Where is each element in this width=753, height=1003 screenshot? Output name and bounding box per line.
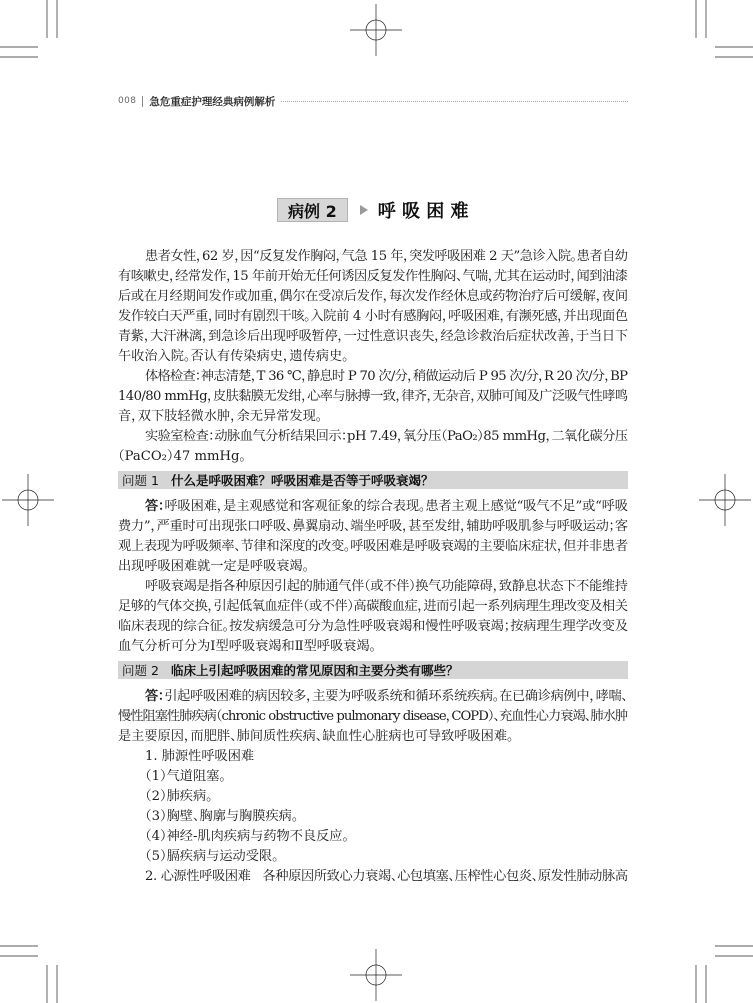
text-line: 后或在月经期间发作或加重，偶尔在受凉后发作，每次发作经休息或药物治疗后可缓解，夜间: [118, 289, 628, 304]
answer-2: [118, 687, 628, 747]
registration-mark-right: [699, 474, 751, 526]
text-line: 音，双下肢轻微水肿，余无异常发现。: [118, 409, 323, 424]
header-divider: [142, 96, 143, 107]
text-line: [118, 497, 628, 517]
text-line: 观上表现为呼吸频率、节律和深度的改变。呼吸困难是呼吸衰竭的主要临床症状，但并非患者: [118, 539, 628, 554]
case-heading: [277, 197, 469, 223]
text-line: 午收治入院。否认有传染病史，遗传病史。: [118, 349, 349, 364]
case-label: 病例 2: [277, 198, 348, 222]
text-line: 是主要原因，而肥胖、肺间质性疾病、缺血性心脏病也可导致呼吸困难。: [118, 729, 514, 744]
body-text: [118, 247, 628, 887]
list-text: 各种原因所致心力衰竭、心包填塞、压榨性心包炎、原发性肺动脉高: [262, 869, 628, 884]
text-line: 慢性阻塞性肺疾病（chronic obstructive pulmonary disease，COPD）、充血性心力衰竭、肺水肿: [118, 709, 628, 724]
crop-mark-bottom-right: [696, 946, 753, 1003]
list-heading: 2. 心源性呼吸困难: [145, 869, 251, 884]
registration-mark-left: [2, 474, 54, 526]
page-number: 008: [118, 96, 137, 106]
text-line: 患者女性，62 岁，因“反复发作胸闷，气急 15 年，突发呼吸困难 2 天”急诊入院。患者自幼: [145, 249, 628, 264]
crop-mark-top-left: [0, 0, 57, 57]
text-line: 青紫，大汗淋漓，到急诊后出现呼吸暂停，一过性意识丧失，经急诊救治后症状改善，于当日下: [118, 329, 628, 344]
list-item: （3）胸壁、胸廓与胸膜疾病。: [145, 809, 299, 824]
text-line: 发作较白天严重，同时有剧烈干咳。入院前 4 小时有感胸闷，呼吸困难，有濒死感，并出现面色: [118, 309, 628, 324]
answer-text: 引起呼吸困难的病因较多，主要为呼吸系统和循环系统疾病。在已确诊病例中，哮喘、: [164, 689, 628, 704]
triangle-right-icon: [360, 205, 368, 215]
question-1-bar: [118, 471, 628, 489]
text-line: （PaCO₂）47 mmHg。: [118, 449, 247, 464]
text-line: 140/80 mmHg，皮肤黏膜无发绀，心率与脉搏一致，律齐，无杂音，双肺可闻及广泛吸气性哮鸣: [118, 389, 628, 404]
text-line: 血气分析可分为Ⅰ型呼吸衰竭和Ⅱ型呼吸衰竭。: [118, 639, 377, 654]
question-1-text: 什么是呼吸困难？呼吸困难是否等于呼吸衰竭？: [170, 473, 434, 488]
question-2-bar: [118, 661, 628, 679]
answer-prefix: 答：: [145, 499, 165, 514]
list-item: （5）膈疾病与运动受限。: [145, 849, 279, 864]
text-line: 出现呼吸困难就一定是呼吸衰竭。: [118, 559, 310, 574]
answer-1: [118, 497, 628, 577]
answer-text: 呼吸困难，是主观感觉和客观征象的综合表现。患者主观上感觉“吸气不足”或“呼吸: [164, 499, 628, 514]
registration-mark-bottom: [350, 949, 402, 1001]
book-title: 急危重症护理经典病例解析: [149, 95, 276, 108]
cause-list: [118, 747, 628, 887]
answer-prefix: 答：: [145, 689, 165, 704]
case-history: [118, 247, 628, 367]
physical-exam: [118, 367, 628, 427]
text-line: 有咳嗽史，经常发作，15 年前开始无任何诱因反复发作性胸闷、气喘，尤其在运动时，闻到油漆: [118, 269, 628, 284]
text-line: 实验室检查：动脉血气分析结果回示：pH 7.49，氧分压（PaO₂）85 mmHg，二氧化碳分压: [145, 429, 628, 444]
crop-mark-top-right: [696, 0, 753, 57]
text-line: 足够的气体交换，引起低氧血症伴（或不伴）高碳酸血症，进而引起一系列病理生理改变及相关: [118, 599, 628, 614]
question-2-label: 问题 2: [122, 663, 159, 678]
question-2-text: 临床上引起呼吸困难的常见原因和主要分类有哪些？: [170, 663, 459, 678]
text-line: 体格检查：神志清楚，T 36 ℃，静息时 P 70 次/分，稍做运动后 P 95 次/分，R 20 次/分，BP: [145, 369, 628, 384]
question-1-label: 问题 1: [122, 473, 159, 488]
lab-results: [118, 427, 628, 467]
text-line: [118, 687, 628, 707]
answer-1-paragraph-2: [118, 577, 628, 657]
list-heading: 1. 肺源性呼吸困难: [145, 749, 255, 764]
crop-mark-bottom-left: [0, 946, 57, 1003]
text-line: 费力”，严重时可出现张口呼吸、鼻翼扇动、端坐呼吸，甚至发绀，辅助呼吸肌参与呼吸运动；客: [118, 519, 628, 534]
list-item: （1）气道阻塞。: [145, 769, 226, 784]
header-dotted-rule: [281, 101, 628, 102]
running-head: [118, 95, 628, 107]
text-line: [118, 867, 628, 887]
case-title: 呼 吸 困 难: [377, 201, 469, 222]
text-line: 临床表现的综合征。按发病缓急可分为急性呼吸衰竭和慢性呼吸衰竭；按病理生理学改变及: [118, 619, 628, 634]
registration-mark-top: [350, 4, 402, 56]
text-line: 呼吸衰竭是指各种原因引起的肺通气伴（或不伴）换气功能障碍，致静息状态下不能维持: [145, 579, 628, 594]
list-item: （4）神经-肌肉疾病与药物不良反应。: [145, 829, 350, 844]
list-item: （2）肺疾病。: [145, 789, 213, 804]
